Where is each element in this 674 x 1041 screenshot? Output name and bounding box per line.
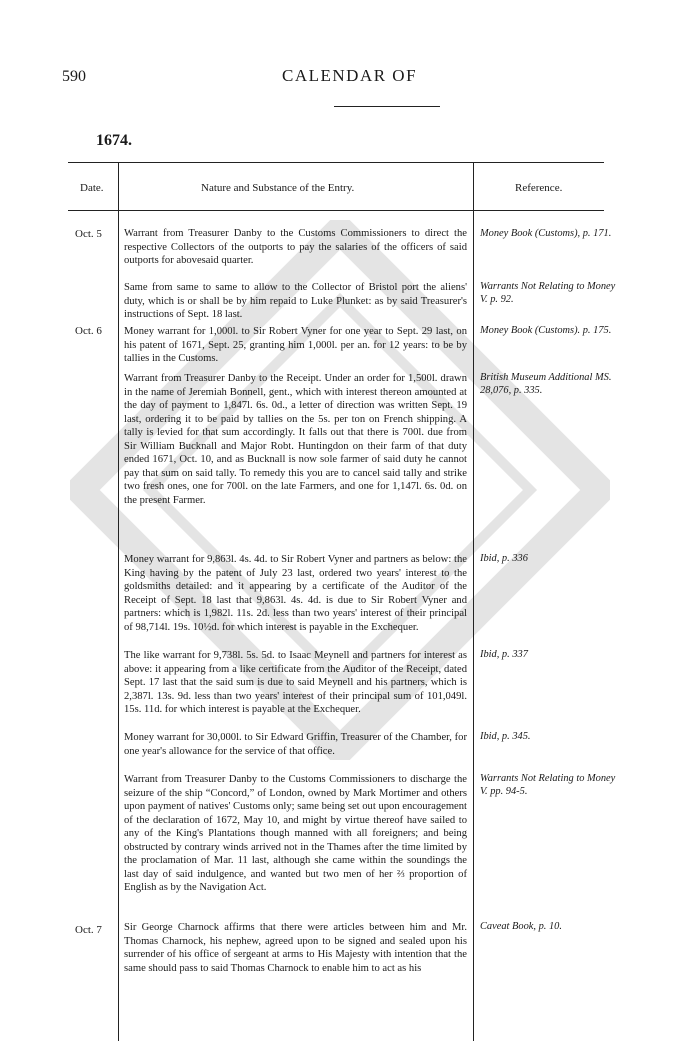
entry-reference: Warrants Not Relating to Money V. p. 92.	[480, 281, 616, 305]
entry-reference: Money Book (Customs). p. 175.	[480, 325, 612, 336]
date-column-divider	[118, 162, 119, 1041]
entry-text: Money warrant for 9,863l. 4s. 4d. to Sir Robert Vyner and partners as below: the King having by the patent of July 23 last, ordered two years' interest to the goldsmiths detailed: and it appearing by a certificate of the Auditor of the Receipt of Sept. 18 last that 9,863l. 4s. 4d. is due to Sir Robert Vyner and partners: which is 1,982l. 11s. 2d. less than two years' interest of their principal of 98,714l. 19s. 10½d. for which interest is payable in the Exchequer.	[124, 554, 467, 633]
entry-reference: Warrants Not Relating to Money V. pp. 94-5.	[480, 773, 616, 797]
entry-reference: Ibid, p. 345.	[480, 731, 531, 742]
entry-date: Oct. 7	[75, 924, 102, 936]
entry-reference: Ibid, p. 336	[480, 553, 528, 564]
year-heading: 1674.	[96, 132, 132, 149]
entry-text: Money warrant for 30,000l. to Sir Edward Griffin, Treasurer of the Chamber, for one year's allowance for the service of that office.	[124, 732, 467, 757]
header-bottom-rule	[68, 210, 604, 211]
entry-text: Warrant from Treasurer Danby to the Customs Commissioners to discharge the seizure of the ship “Concord,” of London, owned by Mark Mortimer and others upon payment of natives' Customs only; same being set out upon encouragement of the declaration of 1672, May 10, and might by virtue thereof have sailed to any of the King's Plantations though manned with all foreigners; and being obstructed by contrary winds arrived not in the Thames after the time limited by the proclamation of Mar. 11 last, although she came within the soundings the last day of said indulgence, and wanted but two men of her ⅔ proportion of English as by the Navigation Act.	[124, 774, 467, 893]
date-column-header: Date.	[80, 182, 104, 194]
entry-text: Warrant from Treasurer Danby to the Customs Commissioners to direct the respective Collectors of the outports to pay the salaries of the officers of said outports for abovesaid quarter.	[124, 228, 467, 266]
entry-text: Same from same to same to allow to the Collector of Bristol port the aliens' duty, which is or shall be by him repaid to Luke Plunket: as by said Treasurer's instructions of Sept. 18 last.	[124, 282, 467, 320]
entry-reference: Money Book (Customs), p. 171.	[480, 228, 612, 239]
title-rule	[334, 106, 440, 107]
entry-text: Sir George Charnock affirms that there were articles between him and Mr. Thomas Charnock, his nephew, agreed upon to be signed and sealed upon his surrender of his office of sergeant at arms to His Majesty with intention that the same should pass to said Thomas Charnock to enable him to act as his	[124, 922, 467, 974]
entry-text: The like warrant for 9,738l. 5s. 5d. to Isaac Meynell and partners for interest as above: it appearing from a like certificate from the Auditor of the Receipt, dated Sept. 17 last that the said sum is due to said Meynell and his partners, which is 2,387l. 13s. 9d. less than two years' interest of their principal sum of 101,049l. 15s. 11d. for which interest is payable at the Exchequer.	[124, 650, 467, 715]
entry-text: Money warrant for 1,000l. to Sir Robert Vyner for one year to Sept. 29 last, on his patent of 1671, Sept. 25, granting him 1,000l. per an. for 12 years: to be by tallies in the Customs.	[124, 326, 467, 364]
entry-date: Oct. 5	[75, 228, 102, 240]
running-title: CALENDAR OF	[282, 66, 418, 85]
entry-date: Oct. 6	[75, 325, 102, 337]
entry-text: Warrant from Treasurer Danby to the Receipt. Under an order for 1,500l. drawn in the name of Jeremiah Bonnell, gent., which with interest thereon amounted at the day of payment to 1,847l. 6s. 0d., a letter of direction was written Sept. 19 last, ordering it to be paid by tallies on the 5s. per ton on French shipping. A tally is levied for that sum accordingly. It falls out that there is 700l. due from Sir William Bucknall and Major Robt. Huntingdon on their farm of that duty ended 1671, Oct. 10, and as Bucknall is now sole farmer of said duty he cannot pay that sum on said tally. To remedy this you are to cancel said tally and strike two fresh ones, one for 700l. on the late Farmers, and one for 1,147l. 6s. 0d. on the present Farmer.	[124, 373, 467, 506]
reference-column-header: Reference.	[515, 182, 563, 194]
page-number: 590	[62, 68, 86, 85]
nature-column-header: Nature and Substance of the Entry.	[201, 182, 355, 194]
reference-column-divider	[473, 162, 474, 1041]
table-top-rule	[68, 162, 604, 163]
entry-reference: Caveat Book, p. 10.	[480, 921, 562, 932]
entry-reference: Ibid, p. 337	[480, 649, 528, 660]
entry-reference: British Museum Additional MS. 28,076, p. 335.	[480, 372, 612, 396]
